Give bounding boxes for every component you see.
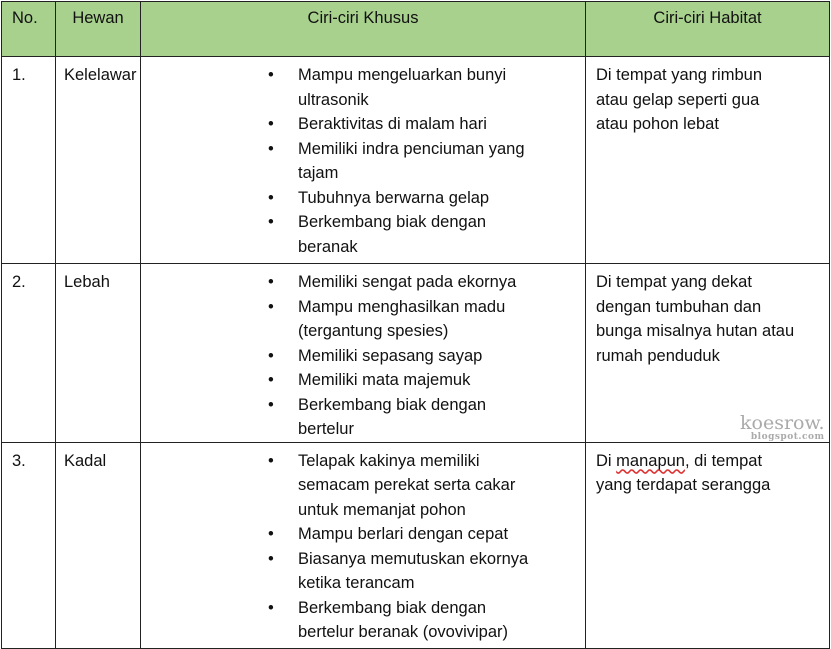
animal-name: Kelelawar <box>56 57 141 264</box>
trait-item <box>268 210 585 259</box>
animal-name: Lebah <box>56 264 141 443</box>
trait-line: Memiliki sepasang sayap <box>298 346 483 365</box>
trait-item <box>268 393 585 442</box>
habitat-line: yang terdapat serangga <box>596 476 771 494</box>
bullet-icon: • <box>268 598 274 617</box>
habitat-line: atau pohon lebat <box>596 115 719 133</box>
bullet-icon: • <box>268 115 274 133</box>
habitat-line: rumah penduduk <box>596 346 720 365</box>
traits-list <box>141 270 585 442</box>
header-row <box>2 2 830 57</box>
trait-line: ultrasonik <box>298 90 369 109</box>
traits-list <box>141 449 585 645</box>
watermark-line2: blogspot.com <box>750 432 825 442</box>
trait-item <box>268 596 585 645</box>
habitat-line: Di tempat yang dekat <box>596 273 752 291</box>
trait-item <box>268 270 585 295</box>
trait-line: untuk memanjat pohon <box>298 500 466 519</box>
trait-line: Telapak kakinya memiliki <box>298 451 480 470</box>
trait-item <box>268 449 585 523</box>
trait-line: Memiliki indra penciuman yang <box>298 139 525 158</box>
trait-line: semacam perekat serta cakar <box>298 476 516 494</box>
traits-cell <box>141 57 586 264</box>
header-no: No. <box>2 2 56 57</box>
habitat-line: dengan tumbuhan dan <box>596 297 762 316</box>
bullet-icon: • <box>268 525 274 543</box>
trait-line: Berkembang biak dengan <box>298 598 487 617</box>
trait-line: Berkembang biak dengan <box>298 395 487 414</box>
trait-line: Beraktivitas di malam hari <box>298 115 487 133</box>
habitat-text: , di tempat <box>684 451 763 470</box>
trait-item <box>268 547 585 596</box>
trait-item <box>268 368 585 393</box>
header-animal: Hewan <box>56 2 141 57</box>
bullet-icon: • <box>268 346 274 365</box>
bullet-icon: • <box>268 451 274 470</box>
row-number: 1. <box>2 57 56 264</box>
trait-line: Berkembang biak dengan <box>298 213 487 231</box>
traits-cell <box>141 442 586 648</box>
bullet-icon: • <box>268 273 274 291</box>
trait-line: tajam <box>298 164 339 182</box>
trait-line: beranak <box>298 237 358 256</box>
trait-line: Mampu mengeluarkan bunyi <box>298 66 507 84</box>
trait-item <box>268 522 585 547</box>
trait-line: ketika terancam <box>298 574 415 592</box>
row-number: 3. <box>2 442 56 648</box>
watermark-line1: koesrow. <box>740 412 825 434</box>
trait-line: Mampu berlari dengan cepat <box>298 525 509 543</box>
watermark <box>740 414 825 442</box>
habitat-line: atau gelap seperti gua <box>596 90 760 109</box>
habitat-cell <box>586 57 830 264</box>
trait-item <box>268 295 585 344</box>
trait-line: bertelur beranak (ovovivipar) <box>298 623 509 641</box>
bullet-icon: • <box>268 213 274 231</box>
trait-line: Memiliki sengat pada ekornya <box>298 273 517 291</box>
bullet-icon: • <box>268 371 274 389</box>
spellcheck-word: manapun <box>616 451 685 470</box>
row-number: 2. <box>2 264 56 443</box>
trait-item <box>268 344 585 369</box>
trait-line: (tergantung spesies) <box>298 322 449 340</box>
trait-line: Memiliki mata majemuk <box>298 371 471 389</box>
habitat-text: Di <box>596 451 617 470</box>
traits-cell <box>141 264 586 443</box>
trait-line: Mampu menghasilkan madu <box>298 297 506 316</box>
habitat-line: Di tempat yang rimbun <box>596 66 762 84</box>
bullet-icon: • <box>268 139 274 158</box>
habitat-line: bunga misalnya hutan atau <box>596 322 795 340</box>
header-traits: Ciri-ciri Khusus <box>141 2 586 57</box>
bullet-icon: • <box>268 549 274 568</box>
header-habitat: Ciri-ciri Habitat <box>586 2 830 57</box>
table-row <box>2 442 830 648</box>
bullet-icon: • <box>268 395 274 414</box>
table-row <box>2 57 830 264</box>
trait-item <box>268 186 585 211</box>
traits-list <box>141 63 585 259</box>
habitat-line <box>596 449 829 474</box>
trait-line: bertelur <box>298 420 354 438</box>
animal-table <box>1 1 830 649</box>
habitat-cell <box>586 442 830 648</box>
trait-item <box>268 137 585 186</box>
animal-name: Kadal <box>56 442 141 648</box>
bullet-icon: • <box>268 188 274 207</box>
trait-item <box>268 63 585 112</box>
table-row <box>2 264 830 443</box>
trait-line: Biasanya memutuskan ekornya <box>298 549 529 568</box>
trait-line: Tubuhnya berwarna gelap <box>298 188 490 207</box>
bullet-icon: • <box>268 66 274 84</box>
bullet-icon: • <box>268 297 274 316</box>
trait-item <box>268 112 585 137</box>
